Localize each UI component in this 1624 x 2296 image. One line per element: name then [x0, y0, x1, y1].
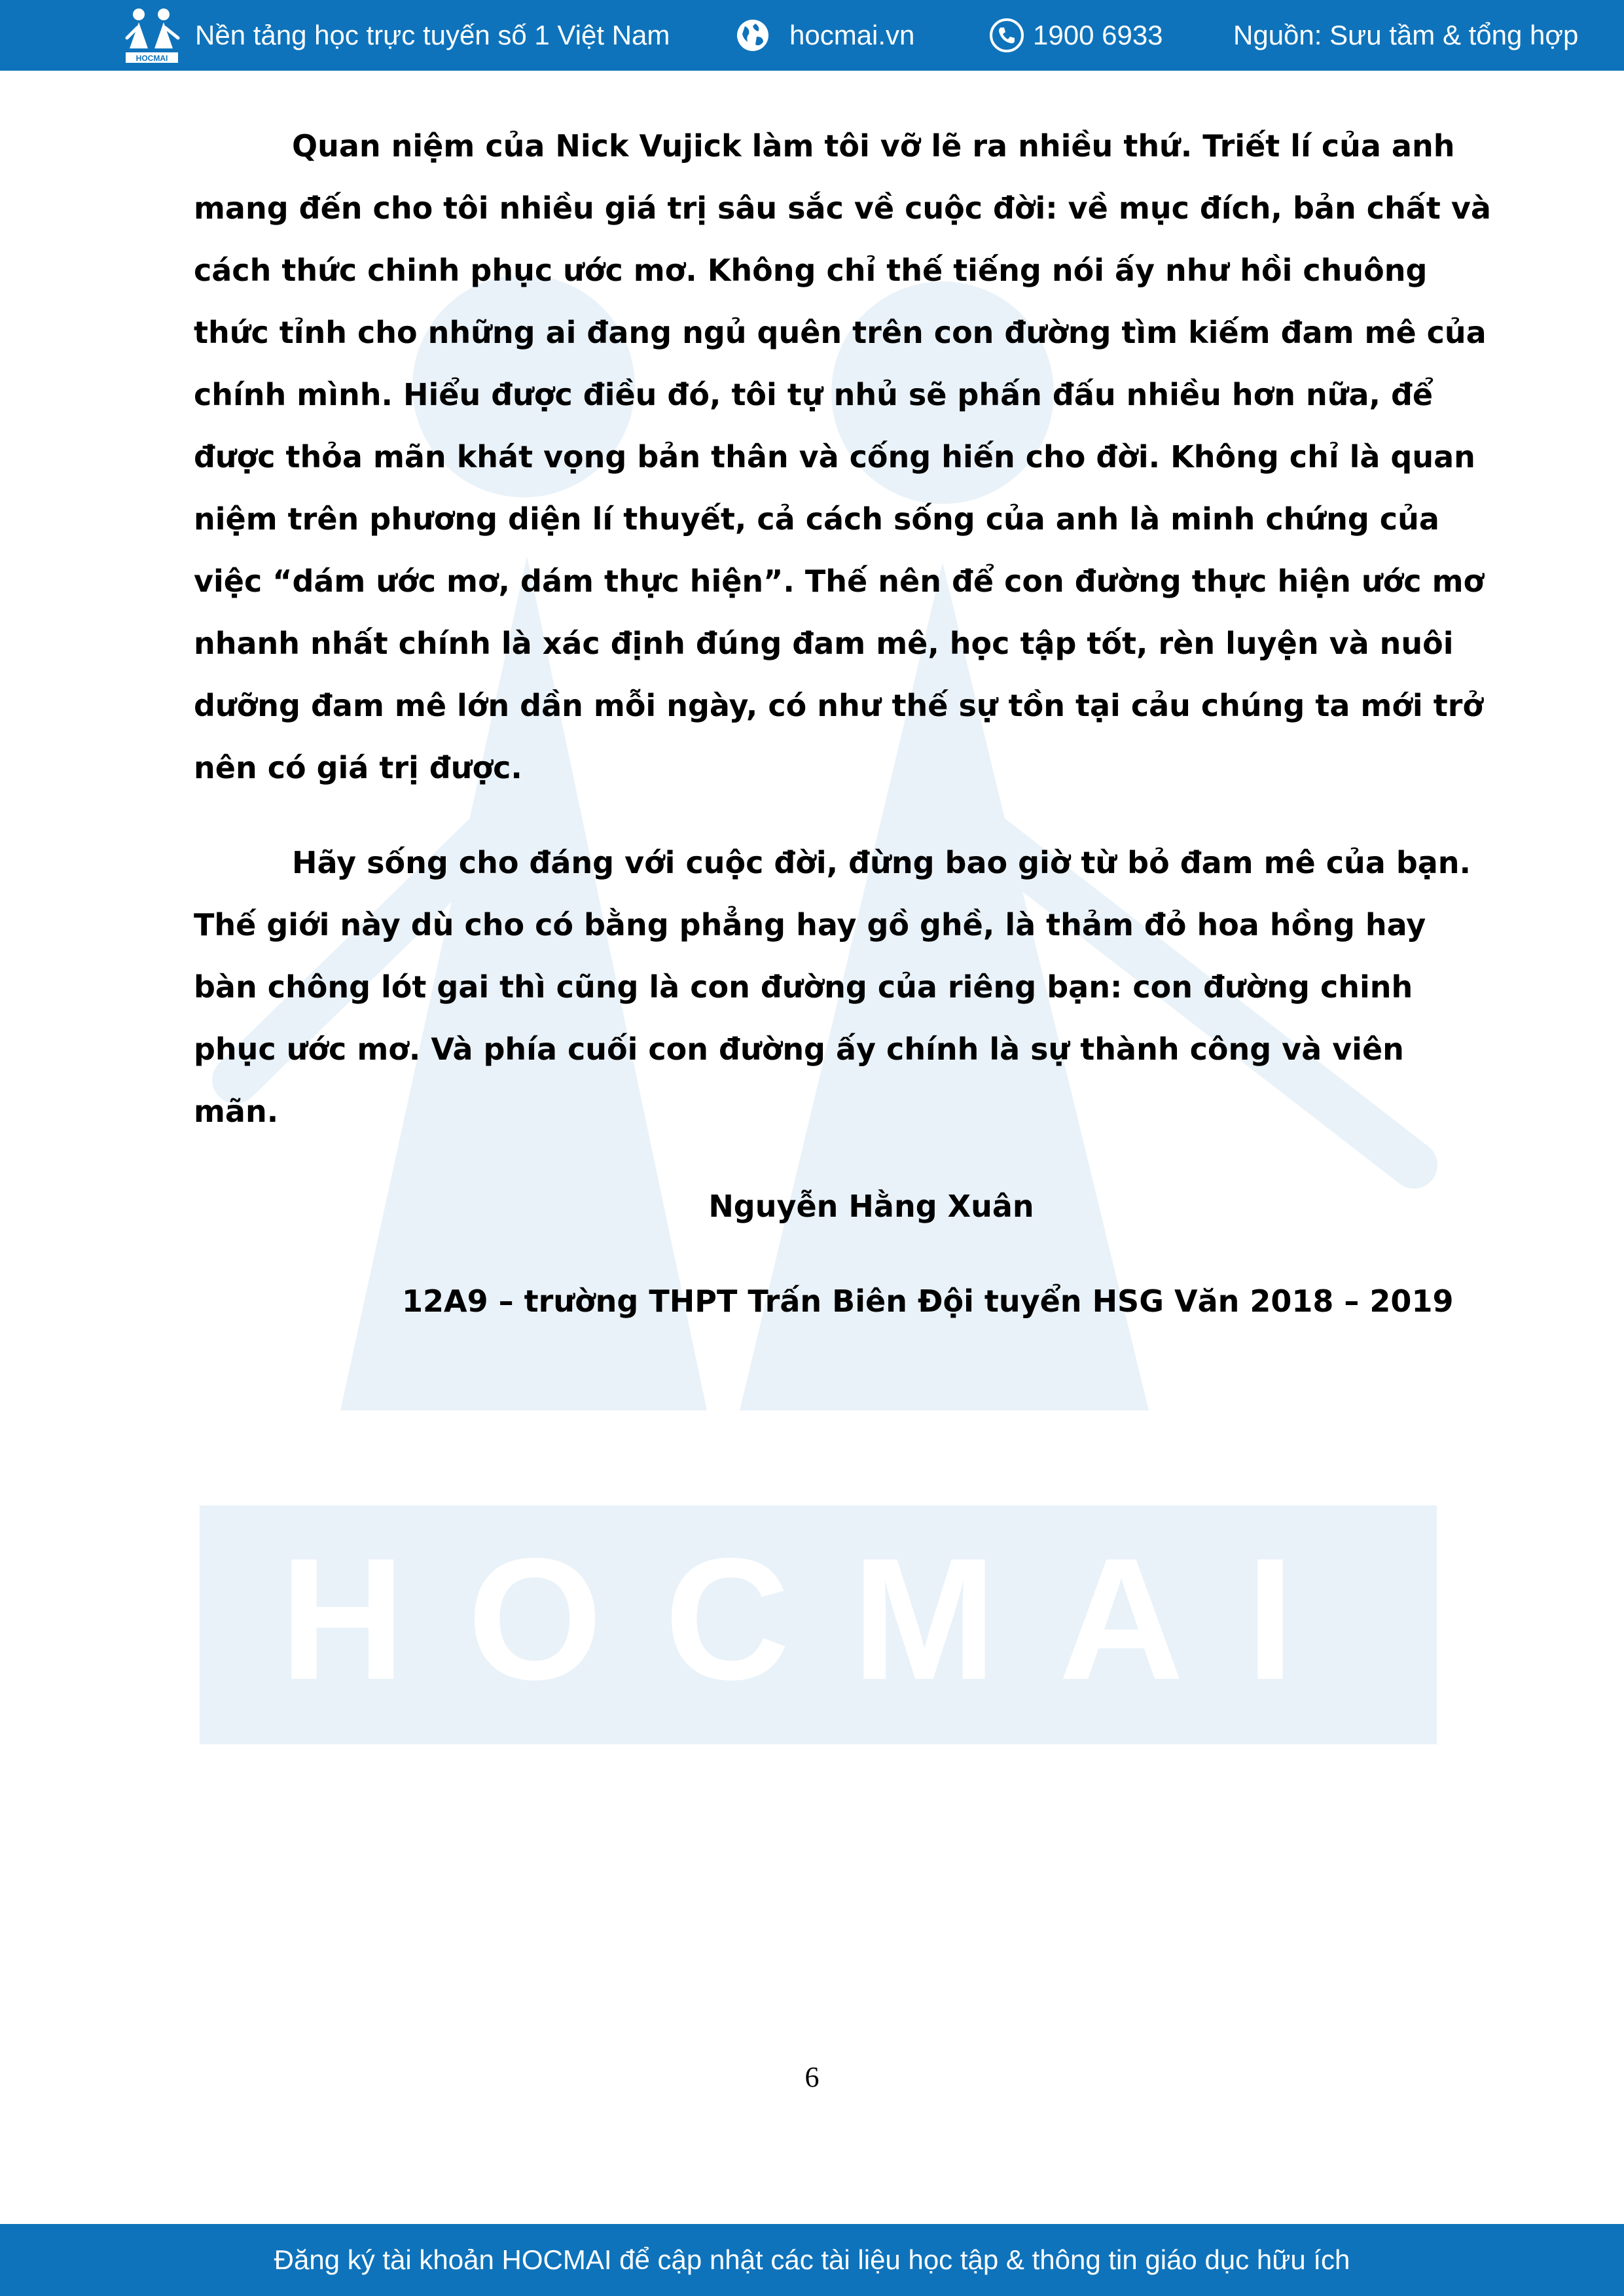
- author-name: Nguyễn Hằng Xuân: [708, 1189, 1034, 1224]
- globe-icon: [734, 17, 771, 54]
- header-tagline: Nền tảng học trực tuyến số 1 Việt Nam: [195, 20, 670, 50]
- author-school: 12A9 – trường THPT Trấn Biên Đội tuyển HSG Văn 2018 – 2019: [402, 1283, 1454, 1319]
- body-paragraph: Quan niệm của Nick Vujick làm tôi vỡ lẽ ra nhiều thứ. Triết lí của anh mang đến cho tôi nhiều giá trị sâu sắc về cuộc đời: về mục đích, bản chất và cách thức chinh phục ước mơ. Không chỉ thế tiếng nói ấy như hồi chuông thức tỉnh cho những ai đang ngủ quên trên con đường tìm kiếm đam mê của chính mình. Hiểu được điều đó, tôi tự nhủ sẽ phấn đấu nhiều hơn nữa, để được thỏa mãn khát vọng bản thân và cống hiến cho đời. Không chỉ là quan niệm trên phương diện lí thuyết, cả cách sống của anh là minh chứng của việc “dám ước mơ, dám thực hiện”. Thế nên để con đường thực hiện ước mơ nhanh nhất chính là xác định đúng đam mê, học tập tốt, rèn luyện và nuôi dưỡng đam mê lớn dần mỗi ngày, có như thế sự tồn tại cảu chúng ta mới trở nên có giá trị được.: [194, 128, 1491, 785]
- hocmai-logo: [123, 0, 181, 71]
- watermark-text: HOCMAI: [280, 1522, 1357, 1716]
- phone-link[interactable]: [988, 0, 1163, 71]
- header-source: Nguồn: Sưu tầm & tổng hợp: [1233, 20, 1579, 50]
- document-body: [194, 115, 1496, 1333]
- page-number: 6: [804, 2061, 820, 2093]
- phone-icon: [988, 17, 1025, 54]
- page-header: [0, 0, 1624, 71]
- website-link[interactable]: [734, 0, 914, 71]
- header-website[interactable]: hocmai.vn: [789, 20, 915, 50]
- header-phone[interactable]: 1900 6933: [1033, 20, 1163, 50]
- body-paragraph: Hãy sống cho đáng với cuộc đời, đừng bao giờ từ bỏ đam mê của bạn. Thế giới này dù cho có bằng phẳng hay gồ ghề, là thảm đỏ hoa hồng hay bàn chông lót gai thì cũng là con đường của riêng bạn: con đường chinh phục ước mơ. Và phía cuối con đường ấy chính là sự thành công và viên mãn.: [194, 845, 1471, 1129]
- page-footer[interactable]: [0, 2224, 1624, 2296]
- hocmai-logo-icon: [123, 5, 181, 65]
- svg-text:HOCMAI: HOCMAI: [135, 54, 168, 63]
- footer-signup-text[interactable]: Đăng ký tài khoản HOCMAI để cập nhật các tài liệu học tập & thông tin giáo dục hữu ích: [274, 2244, 1350, 2275]
